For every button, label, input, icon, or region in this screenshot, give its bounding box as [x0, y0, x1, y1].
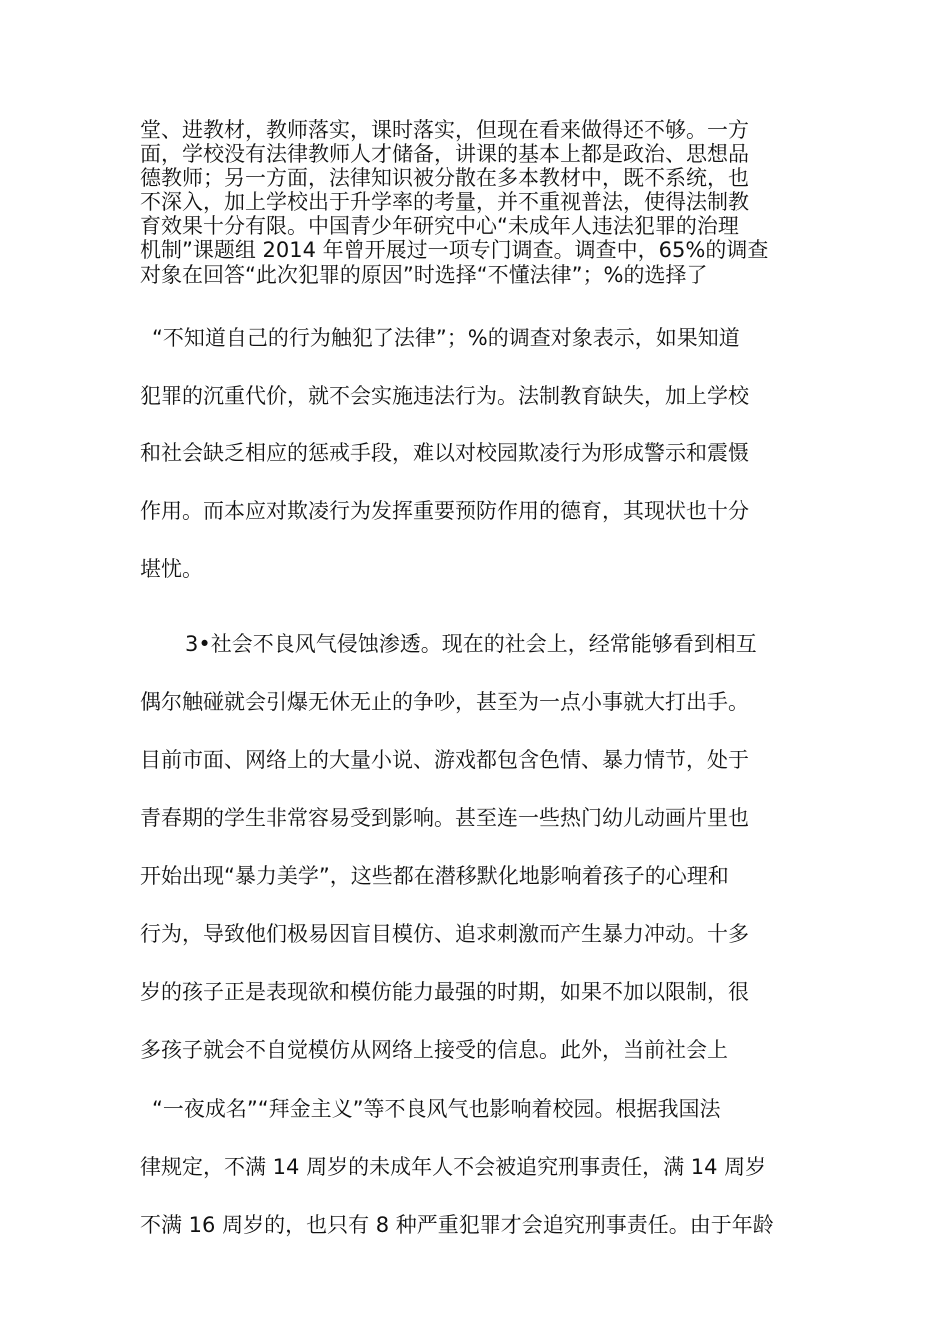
text-line: 德教师；另一方面，法律知识被分散在多本教材中，既不系统，也: [140, 166, 749, 190]
text-line: 多孩子就会不自觉模仿从网络上接受的信息。此外，当前社会上: [140, 1038, 728, 1062]
text-line: 目前市面、网络上的大量小说、游戏都包含色情、暴力情节，处于: [140, 748, 749, 772]
text-line: 律规定，不满 14 周岁的未成年人不会被追究刑事责任，满 14 周岁: [140, 1155, 767, 1179]
text-line: “一夜成名”“拜金主义”等不良风气也影响着校园。根据我国法: [152, 1097, 721, 1121]
text-line: 不满 16 周岁的，也只有 8 种严重犯罪才会追究刑事责任。由于年龄: [140, 1213, 774, 1237]
text-line: 开始出现“暴力美学”，这些都在潜移默化地影响着孩子的心理和: [140, 864, 729, 888]
text-line: 堂、进教材，教师落实，课时落实，但现在看来做得还不够。一方: [140, 118, 749, 142]
text-line: 堪忧。: [140, 557, 203, 581]
text-line: 育效果十分有限。中国青少年研究中心“未成年人违法犯罪的治理: [140, 214, 739, 238]
text-line: 不深入，加上学校出于升学率的考量，并不重视普法，使得法制教: [140, 190, 749, 214]
text-line: 青春期的学生非常容易受到影响。甚至连一些热门幼儿动画片里也: [140, 806, 749, 830]
text-line: “不知道自己的行为触犯了法律”；%的调查对象表示，如果知道: [152, 326, 740, 350]
text-line: 和社会缺乏相应的惩戒手段，难以对校园欺凌行为形成警示和震慑: [140, 441, 749, 465]
text-line: 机制”课题组 2014 年曾开展过一项专门调查。调查中，65%的调查: [140, 238, 769, 262]
text-line: 偶尔触碰就会引爆无休无止的争吵，甚至为一点小事就大打出手。: [140, 690, 749, 714]
text-line: 对象在回答“此次犯罪的原因”时选择“不懂法律”；%的选择了: [140, 263, 708, 287]
text-line: 作用。而本应对欺凌行为发挥重要预防作用的德育，其现状也十分: [140, 499, 749, 523]
text-line: 行为，导致他们极易因盲目模仿、追求刺激而产生暴力冲动。十多: [140, 922, 749, 946]
text-line: 面，学校没有法律教师人才储备，讲课的基本上都是政治、思想品: [140, 142, 749, 166]
text-line: 犯罪的沉重代价，就不会实施违法行为。法制教育缺失，加上学校: [140, 384, 749, 408]
text-line: 3•社会不良风气侵蚀渗透。现在的社会上，经常能够看到相互: [185, 632, 757, 656]
text-line: 岁的孩子正是表现欲和模仿能力最强的时期，如果不加以限制，很: [140, 980, 749, 1004]
